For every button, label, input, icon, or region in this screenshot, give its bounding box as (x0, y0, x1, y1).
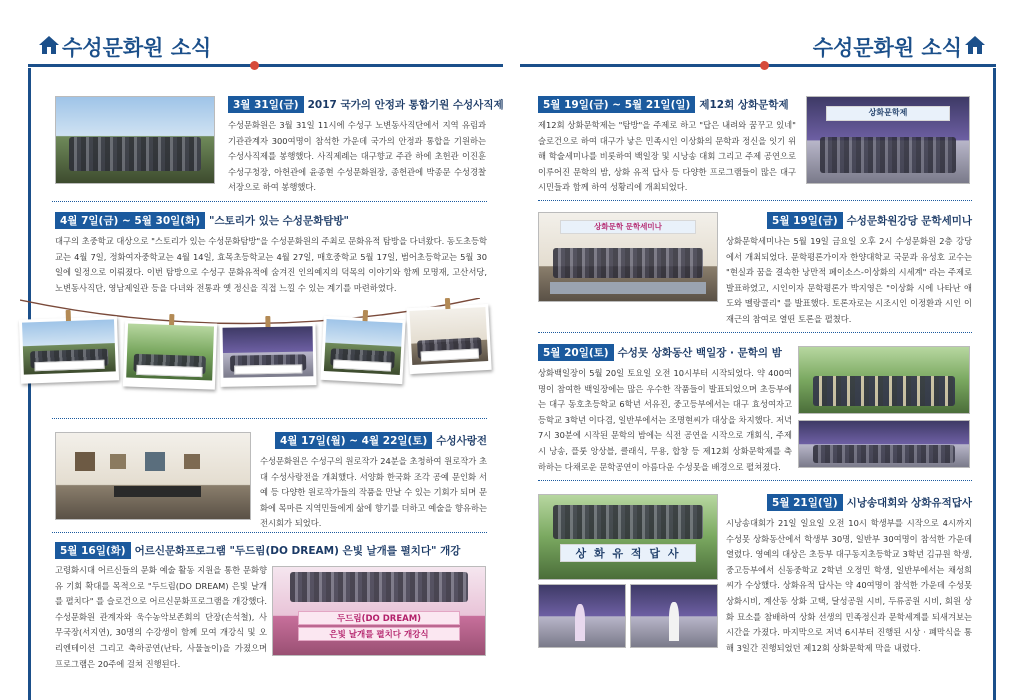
section-literary-night (538, 344, 792, 475)
header-rule-left (28, 64, 503, 67)
section-title: "스토리가 있는 수성문화탐방" (209, 215, 349, 227)
section-date: 3월 31일(금) (228, 96, 304, 113)
poster-top-text: 두드림(DO DREAM) (298, 611, 459, 625)
section-poetry-tour (726, 494, 972, 656)
seminar-photo (538, 212, 718, 302)
poetry-contest-photo-1 (538, 584, 626, 648)
section-body: 상화문학세미나는 5월 19일 금요일 오후 2시 수성문화원 2층 강당에서 개최되었다. 문학평론가이자 한양대학교 국문과 유성호 교수는 "현실과 꿈을 결속한 낭만적 페이소스-이상화의 시세계" 라는 주제로 발표하였고, 시인이자 문학평론가 박지영은 "이상화 시에 나타난 애도와 멜랑콜리" 를 발표했다. 토론자로는 시조시인 이정환과 시인 이재근의 참여로 열띤 토론을 펼쳤다. (726, 236, 972, 324)
section-date: 4월 7일(금) ~ 5월 30일(화) (55, 212, 205, 229)
divider (52, 418, 487, 419)
section-date: 5월 20일(토) (538, 344, 614, 361)
poetry-contest-photo-2 (630, 584, 718, 648)
section-exhibition (260, 432, 487, 532)
section-body: 상화백일장이 5월 20일 토요일 오전 10시부터 시작되었다. 약 400여명이 참여한 백일장에는 많은 우수한 작품들이 발표되었으며 초등부에는 대구 동호초등학교 6학년 서유진, 중고등부에서는 대구 효성여자고등학교 3학년 이다겸, 일반부에서는 조명현씨가 대상을 차지했다. 저녁 7시 30분에 시작된 문학의 밤에는 식전 공연을 시작으로 개회식, 주제시 낭송, 플룻 앙상블, 클래식, 무용, 합창 등 제12회 상화문학제를 축하하는 다채로운 문학공연이 아름다운 수성못을 배경으로 펼쳐졌다. (538, 368, 792, 472)
section-sajikje (228, 96, 504, 196)
section-title: 2017 국가의 안정과 통합기원 수성사직제 (307, 99, 504, 111)
section-body: 제12회 상화문학제는 "탐방"을 주제로 하고 "답은 내려와 꿈꾸고 있네" 슬로건으로 하여 대구가 낳은 민족시인 이상화의 문학과 정신을 잇기 위해 학술세미나를 비롯하여 백일장 및 시낭송 대회 그리고 주제 공연으로 이루어진 문학의 밤, 상화 유적 답사 등 다양한 프로그램들이 많은 대구 시민들과 함께 하여 성황리에 개최되었다. (538, 120, 796, 193)
section-body: 수성문화원은 3월 31일 11시에 수성구 노변동사직단에서 지역 유림과 기관관계자 300여명이 참석한 가운데 국가의 안정과 통합을 기원하는 수성사직제를 봉행했다. 사직제례는 대구향교 주관 하에 초헌관 이진훈 수성구청장, 아헌관에 윤종현 수성문화원장, 종헌관에 박종문 수성경찰서장으로 하여 봉행했다. (228, 120, 486, 193)
home-icon (964, 34, 986, 56)
section-body: 시낭송대회가 21일 일요일 오전 10시 학생부를 시작으로 4시까지 수성못 상화동산에서 학생부 30명, 일반부 30여명이 참석한 가운데 열렸다. 영예의 대상은 초등부 대구동지초등학교 3학년 김규원 학생, 중고등부에서 신동중학교 2학년 오정민 학생, 일반부에서는 채성희씨가 수상했다. 상화유적 답사는 약 40여명이 참석한 가운데 수성못 상화시비, 계산동 상화 고택, 달성공원 시비, 두류공원 시비, 회원 상화 묘소를 참배하여 상화 선생의 민족정신과 문학세계를 되새겨보는 시간을 가졌다. 마지막으로 저녁 6시부터 진행된 시상 · 폐막식을 통해 3일간 진행되었던 제12회 상화문학제 막을 내렸다. (726, 518, 972, 653)
divider (538, 332, 972, 333)
section-title: 어르신문화프로그램 "두드림(DO DREAM) 은빛 날개를 펼치다" 개강 (134, 545, 461, 557)
exhibition-photo (55, 432, 251, 520)
section-seminar (726, 212, 972, 328)
divider (52, 532, 487, 533)
baekiljang-photo (798, 346, 970, 414)
tour-photo-2 (123, 320, 217, 389)
section-body: 대구의 초중학교 대상으로 "스토리가 있는 수성문화탐방"을 수성문화원의 주최로 문화유적 탐방을 다녀왔다. 동도초등학교는 4월 7일, 정화여자중학교는 4월 14일, 효목초등학교는 4월 27일, 매호중학교 5월 17일, 범어초등학교는 5월 30일에 일정으로 이뤄졌다. 이번 탐방으로 수성구 문화유적에 숨겨진 인의예지의 덕목의 이야기와 함께 모명재, 고산서당, 노변동사직단, 영남제일관 등을 다녀와 전통과 옛 정신을 직접 느낄 수 있는 계기를 마련하였다. (55, 236, 488, 293)
section-title: 수성사랑전 (436, 435, 487, 447)
literary-night-photo (798, 420, 970, 468)
section-culture-tour (55, 212, 487, 296)
header-rule-right (520, 64, 996, 67)
festival-banner: 상화문학제 (826, 106, 949, 121)
section-body: 수성문화원은 수성구의 원로작가 24분을 초청하여 원로작가 초대 수성사랑전을 개최했다. 서양화 한국화 조각 공예 문인화 서예 등 다양한 원로작가들의 작품을 만날 수 있는 기회가 되며 문화에 목마른 지역민들에게 삶에 향기를 더하고 예술을 향유하는 전시회가 되었다. (260, 456, 487, 529)
page-header (0, 0, 1024, 70)
section-date: 5월 21일(일) (767, 494, 843, 511)
section-date: 5월 16일(화) (55, 542, 131, 559)
section-do-dream (55, 563, 267, 672)
section-do-dream-header (55, 542, 487, 559)
sajikje-photo (55, 96, 215, 184)
tour-photo-4 (320, 316, 405, 384)
divider (538, 200, 972, 201)
tour-photo-5 (406, 304, 491, 374)
tour-photo-1 (19, 316, 119, 383)
section-date: 4월 17일(월) ~ 4월 22일(토) (275, 432, 432, 449)
home-icon (38, 34, 60, 56)
seminar-banner: 상화문학 문학세미나 (560, 220, 695, 234)
section-title: 수성못 상화동산 백일장 · 문학의 밤 (617, 347, 782, 359)
heritage-tour-photo (538, 494, 718, 580)
do-dream-photo (272, 566, 486, 656)
festival-photo (806, 96, 970, 184)
tour-banner: 상 화 유 적 답 사 (560, 544, 695, 562)
section-date: 5월 19일(금) (767, 212, 843, 229)
section-sanghwa-festival (538, 96, 796, 196)
section-title: 시낭송대회와 상화유적답사 (846, 497, 972, 509)
page-title-left: 수성문화원 소식 (62, 36, 212, 60)
divider (538, 480, 972, 481)
poster-main-text: 은빛 날개를 펼치다 개강식 (298, 627, 459, 641)
section-title: 제12회 상화문학제 (699, 99, 789, 111)
section-date: 5월 19일(금) ~ 5월 21일(일) (538, 96, 695, 113)
page-title-right: 수성문화원 소식 (812, 36, 962, 60)
section-body: 고령화시대 어르신들의 문화 예술 활동 지원을 통한 문화향유 기회 확대를 목적으로 "두드림(DO DREAM) 은빛 날개를 펼치다" 를 슬로건으로 어르신문화프로그램을 개강했다. 수성문화원 관계자와 욱수농악보존회의 단장(손석철), 사무국장(서지연), 30명의 수강생이 함께 모여 개강식 및 오리엔테이션 그리고 축하공연(난타, 사물놀이)을 가졌으며 프로그램은 20주에 걸쳐 진행된다. (55, 565, 267, 669)
tour-photo-3 (219, 323, 316, 387)
section-title: 수성문화원강당 문학세미나 (846, 215, 972, 227)
divider (52, 201, 487, 202)
